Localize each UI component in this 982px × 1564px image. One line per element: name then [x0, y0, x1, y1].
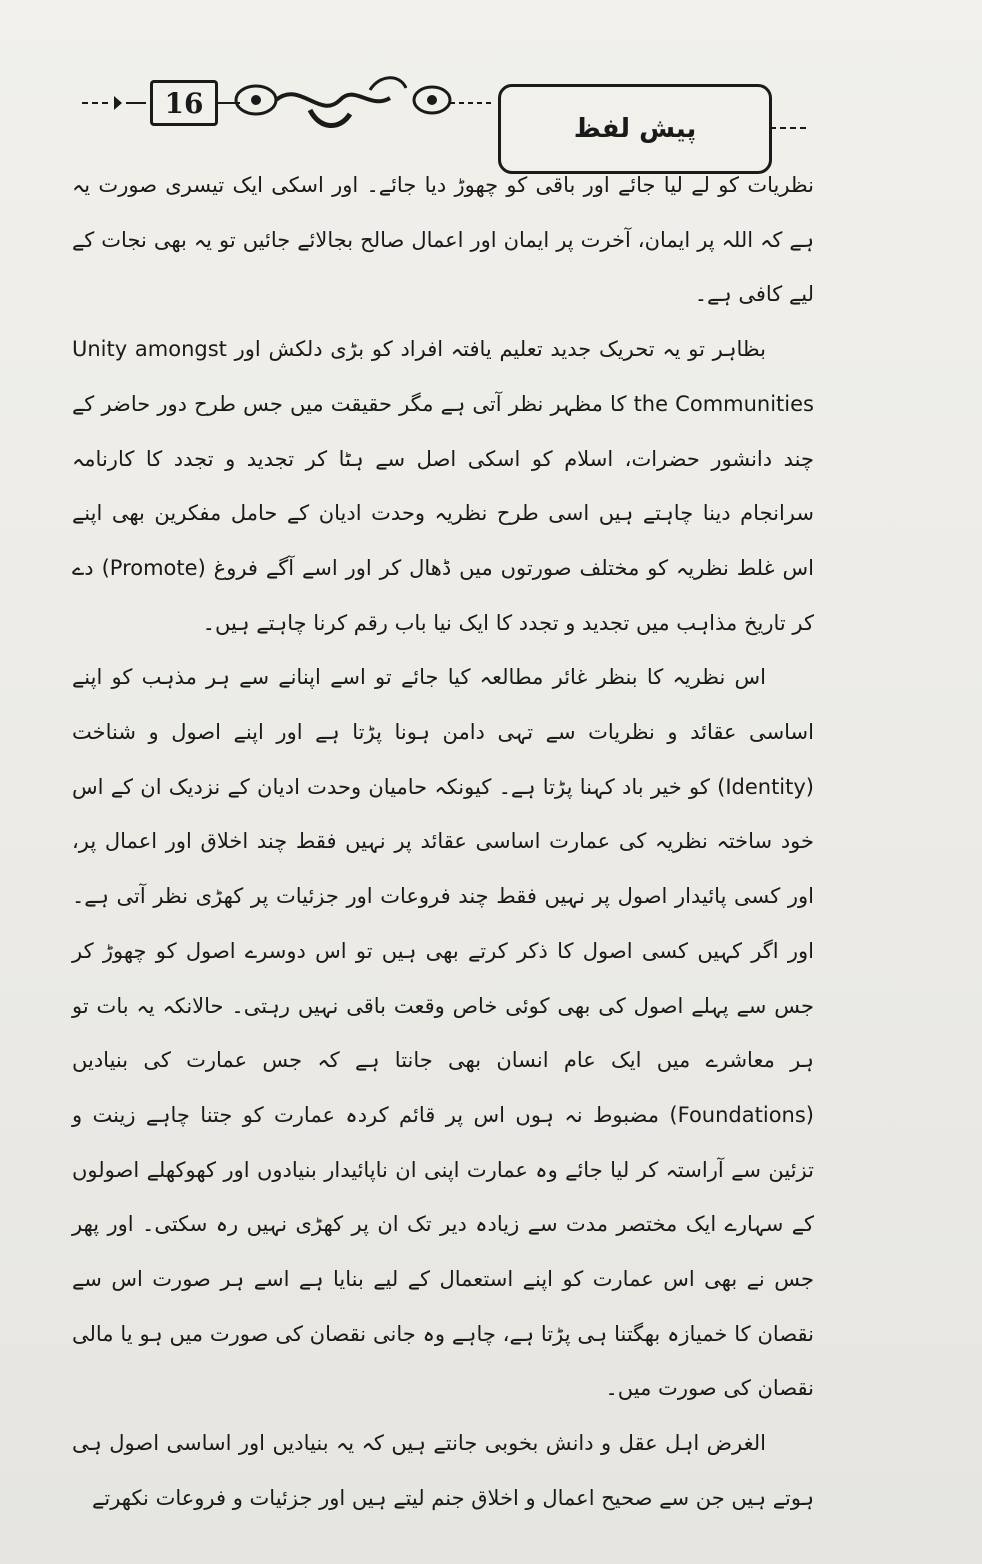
paragraph-3: اس نظریہ کا بنظر غائر مطالعہ کیا جائے تو اسے اپنانے سے ہر مذہب کو اپنے اساسی عقائد و نظریات سے تہی دامن ہونا پڑتا ہے اور اپنے اصول و شناخت (Identity) کو خیر باد کہنا پڑتا ہے۔ کیونکہ حامیان وحدت ادیان کے نزدیک ان کے اس خود ساختہ نظریہ کی عمارت اساسی عقائد پر نہیں فقط چند اخلاق اور اعمال پر، اور کسی پائیدار اصول پر نہیں فقط چند فروعات اور جزئیات پر کھڑی نظر آتی ہے۔ اور اگر کہیں کسی اصول کا ذکر کرتے بھی ہیں تو اس دوسرے اصول کو چھوڑ کر جس سے پہلے اصول کی بھی کوئی خاص وقعت باقی نہیں رہتی۔ حالانکہ یہ بات تو ہر معاشرے میں ایک عام انسان بھی جانتا ہے کہ جس عمارت کی بنیادیں (Foundations) مضبوط نہ ہوں اس پر قائم کردہ عمارت کو جتنا چاہے زینت و تزئین سے آراستہ کر لیا جائے وہ عمارت اپنی ان ناپائیدار بنیادوں اور کھوکھلے اصولوں کے سہارے ایک مختصر مدت سے زیادہ دیر تک ان پر کھڑی نہیں رہ سکتی۔ اور پھر جس نے بھی اس عمارت کو اپنے استعمال کے لیے بنایا ہے اسے ہر صورت اس سے نقصان کا خمیازہ بھگتنا ہی پڑتا ہے، چاہے وہ جانی نقصان کی صورت میں ہو یا مالی نقصان کی صورت میں۔ [72, 665, 814, 1401]
paragraph-4: الغرض اہل عقل و دانش بخوبی جانتے ہیں کہ یہ بنیادیں اور اساسی اصول ہی ہوتے ہیں جن سے صحیح اعمال و اخلاق جنم لیتے ہیں اور جزئیات و فروعات نکھرتے [72, 1431, 814, 1510]
page-number: 16 [150, 80, 218, 126]
chapter-title: پیش لفظ [498, 84, 772, 174]
paragraph-1: نظریات کو لے لیا جائے اور باقی کو چھوڑ دیا جائے۔ اور اسکی ایک تیسری صورت یہ ہے کہ اللہ پر ایمان، آخرت پر ایمان اور اعمال صالح بجالائے جائیں تو یہ بھی نجات کے لیے کافی ہے۔ [72, 173, 814, 307]
body-text [72, 158, 814, 1526]
paragraph-2: بظاہر تو یہ تحریک جدید تعلیم یافتہ افراد کو بڑی دلکش اور Unity amongst the Communities کا مظہر نظر آتی ہے مگر حقیقت میں جس طرح دور حاضر کے چند دانشور حضرات، اسلام کو اسکی اصل سے ہٹا کر تجدید و تجدد کا کارنامہ سرانجام دینا چاہتے ہیں اسی طرح نظریہ وحدت ادیان کے حامل مفکرین بھی اپنے اس غلط نظریہ کو مختلف صورتوں میں ڈھال کر اور اسے آگے فروغ (Promote) دے کر تاریخ مذاہب میں تجدید و تجدد کا ایک نیا باب رقم کرنا چاہتے ہیں۔ [72, 337, 814, 635]
page-header [70, 70, 930, 170]
